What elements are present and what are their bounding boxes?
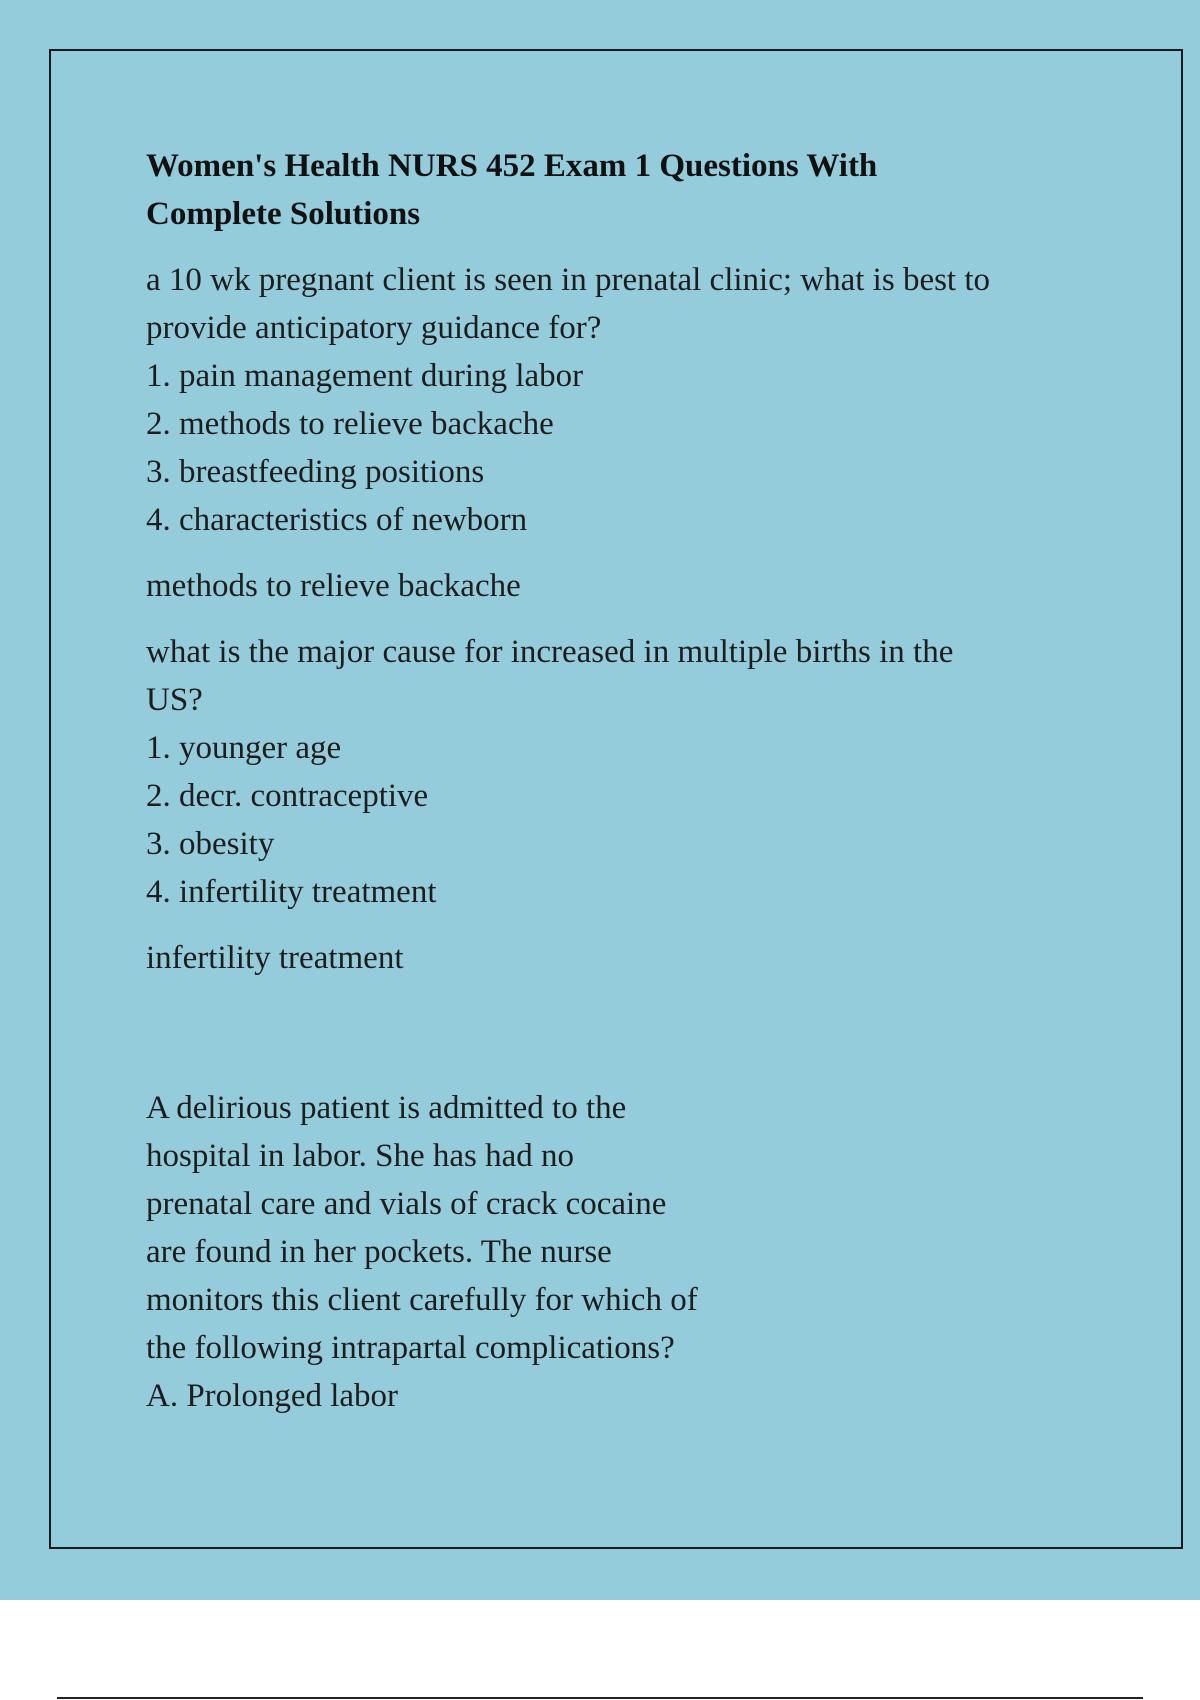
answer-option: 2. decr. contraceptive <box>146 778 429 814</box>
document-title <box>146 142 1106 238</box>
question-prompt-line: A delirious patient is admitted to the <box>146 1090 627 1126</box>
question-2-answer <box>146 934 1106 982</box>
document-content <box>146 142 1106 1438</box>
title-line: Complete Solutions <box>146 196 421 232</box>
answer-option: 3. obesity <box>146 826 275 862</box>
answer-option: 4. characteristics of newborn <box>146 502 528 538</box>
question-prompt-line: prenatal care and vials of crack cocaine <box>146 1186 667 1222</box>
correct-answer: infertility treatment <box>146 940 404 976</box>
question-3 <box>146 1084 1106 1420</box>
question-prompt-line: monitors this client carefully for which of <box>146 1282 698 1318</box>
question-prompt-line: are found in her pockets. The nurse <box>146 1234 612 1270</box>
correct-answer: methods to relieve backache <box>146 568 521 604</box>
question-1-answer <box>146 562 1106 610</box>
answer-option: 4. infertility treatment <box>146 874 437 910</box>
title-line: Women's Health NURS 452 Exam 1 Questions With <box>146 148 878 184</box>
answer-option: 2. methods to relieve backache <box>146 406 554 442</box>
answer-option: 1. younger age <box>146 730 342 766</box>
question-prompt-line: what is the major cause for increased in multiple births in the <box>146 634 954 670</box>
question-prompt-line: a 10 wk pregnant client is seen in prenatal clinic; what is best to <box>146 262 991 298</box>
answer-option: 3. breastfeeding positions <box>146 454 485 490</box>
question-2 <box>146 628 1106 916</box>
question-prompt-line: the following intrapartal complications? <box>146 1330 675 1366</box>
question-prompt-line: hospital in labor. She has had no <box>146 1138 575 1174</box>
question-prompt-line: US? <box>146 682 203 718</box>
answer-option: 1. pain management during labor <box>146 358 584 394</box>
question-prompt-line: provide anticipatory guidance for? <box>146 310 602 346</box>
question-1 <box>146 256 1106 544</box>
answer-option: A. Prolonged labor <box>146 1378 399 1414</box>
footer-divider <box>57 1697 1143 1699</box>
